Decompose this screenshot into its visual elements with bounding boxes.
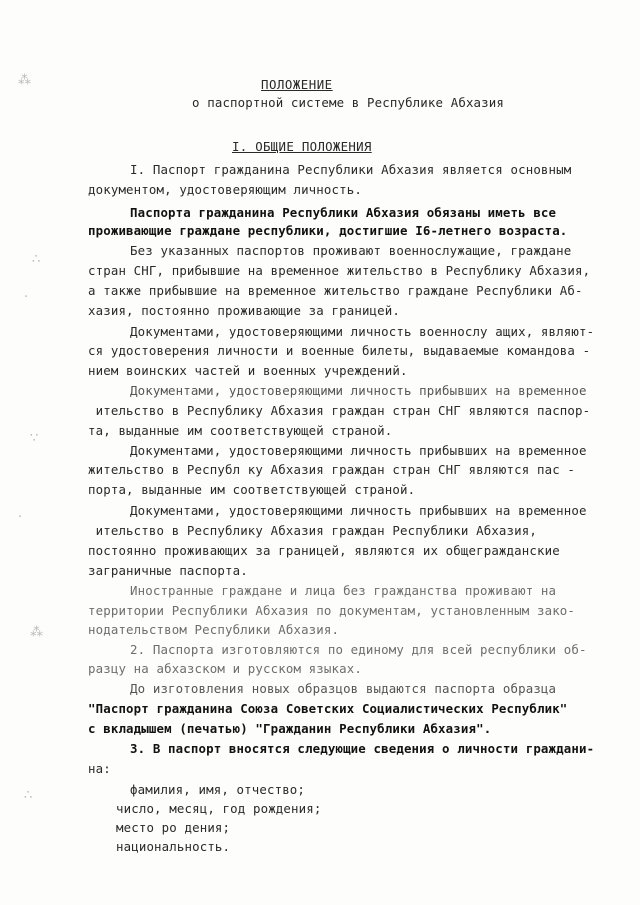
text-line: порта, выданные им соответствующей страной. xyxy=(88,482,416,497)
text-line: нодательством Республики Абхазия. xyxy=(88,622,340,637)
document-title: ПОЛОЖЕНИЕ xyxy=(261,77,333,92)
text-line: До изготовления новых образцов выдаются паспорта образца xyxy=(130,681,557,696)
text-line: Паспорта гражданина Республики Абхазия обязаны иметь все xyxy=(130,205,557,220)
text-line: проживающие граждане республики, достигшие I6-летнего возраста. xyxy=(88,223,568,238)
list-item: число, месяц, год рождения; xyxy=(116,801,322,816)
text-line: а также прибывшие на временное жительство граждане Республики Аб- xyxy=(88,283,583,298)
text-line: жительство в Республ ку Абхазия граждан стран СНГ являются пас - xyxy=(88,462,576,477)
text-line: Документами, удостоверяющими личность военнослу ащих, являют- xyxy=(130,324,595,339)
text-line: Документами, удостоверяющими личность прибывших на временное xyxy=(130,443,587,458)
text-line: постоянно проживающих за границей, являются их общегражданские xyxy=(88,543,560,558)
text-line: ительство в Республику Абхазия граждан Республики Абхазия, xyxy=(88,523,537,538)
text-line: территории Республики Абхазия по документам, установленным зако- xyxy=(88,603,576,618)
margin-mark: · xyxy=(24,290,30,305)
text-line: Иностранные граждане и лица без гражданства проживают на xyxy=(130,583,557,598)
text-line: Документами, удостоверяющими личность прибывших на временное xyxy=(130,503,587,518)
text-line: 3. В паспорт вносятся следующие сведения о личности граждани- xyxy=(130,741,595,756)
text-line: хазия, постоянно проживающие за границей. xyxy=(88,303,401,318)
text-line: I. Паспорт гражданина Республики Абхазия является основным xyxy=(130,162,572,177)
margin-mark: ⁂ xyxy=(18,73,32,88)
text-line: та, выданные им соответствующей страной. xyxy=(88,423,393,438)
text-line: Документами, удостоверяющими личность прибывших на временное xyxy=(130,383,587,398)
margin-mark: ∵ xyxy=(30,431,40,446)
section-heading: I. ОБЩИЕ ПОЛОЖЕНИЯ xyxy=(232,139,372,154)
text-line: Без указанных паспортов проживают военнослужащие, граждане xyxy=(130,243,572,258)
text-line: нием воинских частей и военных учреждений. xyxy=(88,363,408,378)
list-item: фамилия, имя, отчество; xyxy=(130,782,306,797)
text-line: "Паспорт гражданина Союза Советских Социалистических Республик" xyxy=(88,701,568,716)
list-item: место ро дения; xyxy=(116,820,231,835)
margin-mark: · xyxy=(18,510,24,525)
document-subtitle: о паспортной системе в Республике Абхазия xyxy=(192,95,505,110)
list-item: национальность. xyxy=(116,839,231,854)
text-line: ительство в Республику Абхазия граждан стран СНГ являются паспор- xyxy=(88,403,591,418)
text-line: 2. Паспорта изготовляются по единому для всей республики об- xyxy=(130,642,587,657)
text-line: на: xyxy=(88,761,111,776)
text-line: разцу на абхазском и русском языках. xyxy=(88,661,362,676)
text-line: стран СНГ, прибывшие на временное жительство в Республику Абхазия, xyxy=(88,263,591,278)
margin-mark: ⁂ xyxy=(30,625,44,640)
margin-mark: ∴ xyxy=(32,252,42,267)
margin-mark: ∴ xyxy=(24,788,34,803)
text-line: документом, удостоверяющим личность. xyxy=(88,182,362,197)
text-line: заграничные паспорта. xyxy=(88,563,248,578)
text-line: с вкладышем (печатью) "Гражданин Республики Абхазия". xyxy=(88,721,492,736)
text-line: ся удостоверения личности и военные билеты, выдаваемые командова - xyxy=(88,343,591,358)
